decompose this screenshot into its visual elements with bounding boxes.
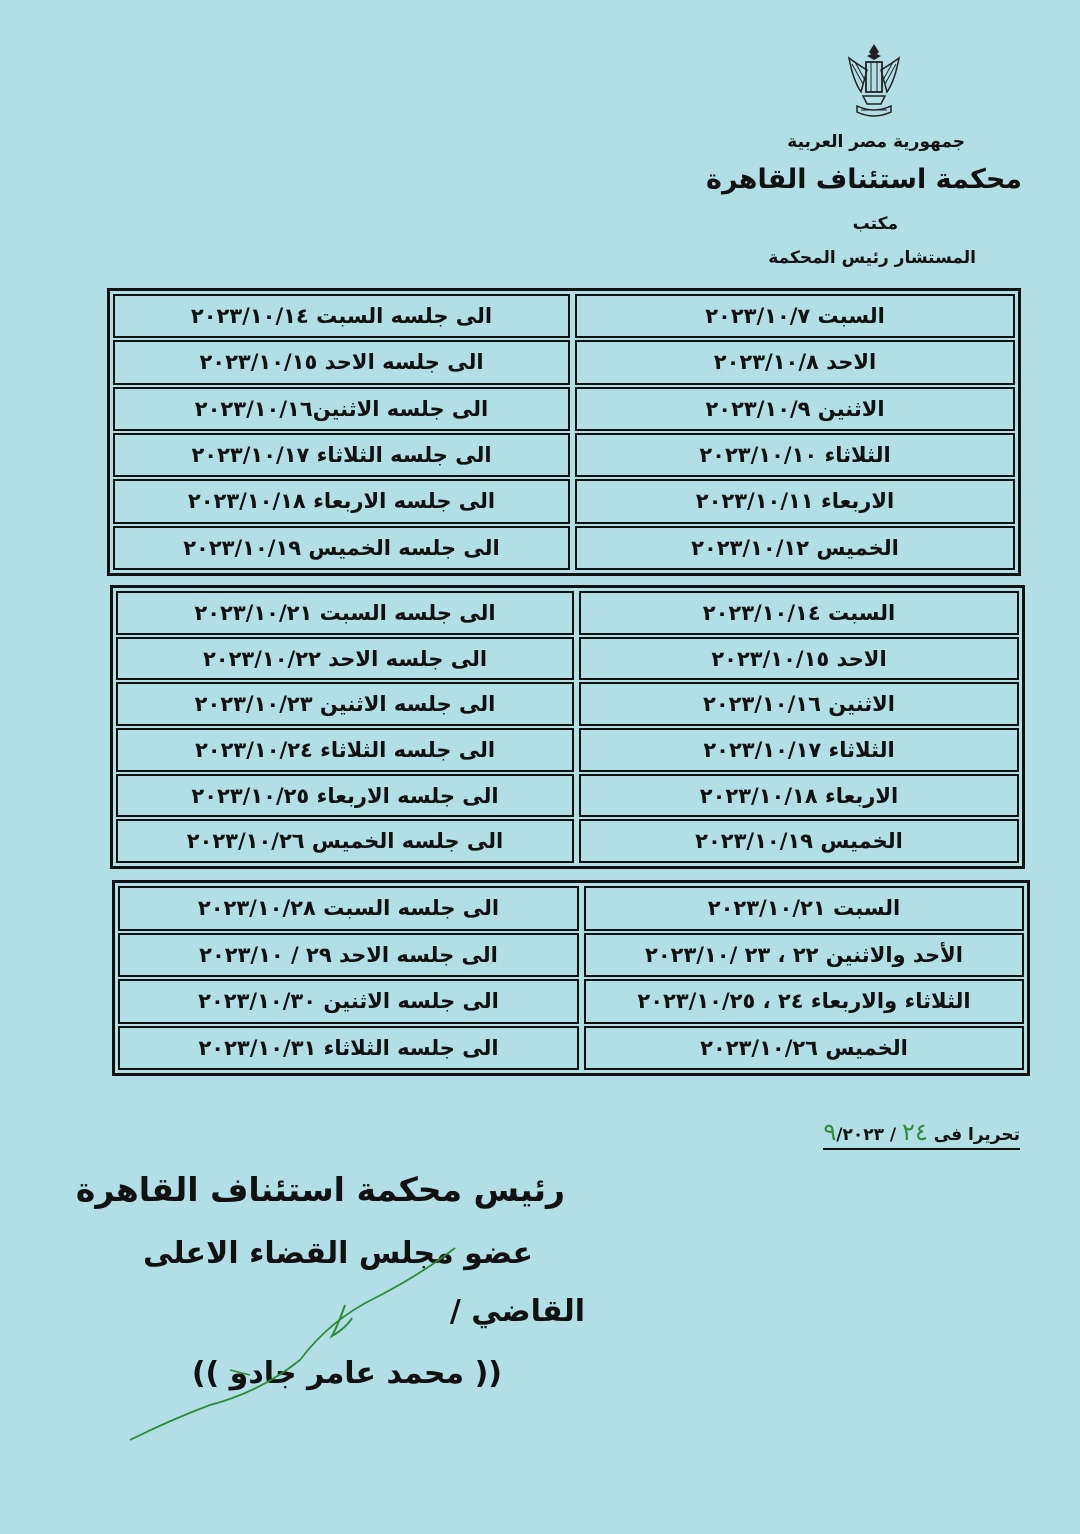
session-date: الخميس ٢٠٢٣/١٠/٢٦ [584,1026,1024,1071]
signature-name: (( محمد عامر جادو )) [191,1356,502,1391]
session-date: السبت ٢٠٢٣/١٠/١٤ [579,591,1019,635]
written-year: /٢٠٢٣ [836,1125,884,1145]
court-name: محكمة استئناف القاهرة [706,164,1022,195]
session-date: الاحد ٢٠٢٣/١٠/١٥ [579,637,1019,681]
adjourned-to: الى جلسه الخميس ٢٠٢٣/١٠/٢٦ [116,819,574,863]
adjourned-to: الى جلسه السبت ٢٠٢٣/١٠/٢٨ [118,886,579,931]
table-row [118,886,1024,931]
office-label: مكتب [852,214,898,234]
session-date: السبت ٢٠٢٣/١٠/٧ [575,294,1015,338]
adjourned-to: الى جلسه الاحد ٢٩ / ٢٠٢٣/١٠ [118,933,579,978]
table-row [113,479,1015,523]
session-date: الخميس ٢٠٢٣/١٠/١٢ [575,526,1015,570]
session-date: الأحد والاثنين ٢٢ ، ٢٣ /٢٠٢٣/١٠ [584,933,1024,978]
adjourned-to: الى جلسه الاربعاء ٢٠٢٣/١٠/٢٥ [116,774,574,818]
adjourned-to: الى جلسه الثلاثاء ٢٠٢٣/١٠/٣١ [118,1026,579,1071]
session-date: الثلاثاء والاربعاء ٢٤ ، ٢٠٢٣/١٠/٢٥ [584,979,1024,1024]
table-row [118,979,1024,1024]
session-date: الثلاثاء ٢٠٢٣/١٠/١٧ [579,728,1019,772]
session-date: الاربعاء ٢٠٢٣/١٠/١٨ [579,774,1019,818]
written-date [823,1118,1020,1150]
table-row [113,294,1015,338]
table-row [116,591,1019,635]
chief-title: المستشار رئيس المحكمة [768,248,976,268]
table-row [116,819,1019,863]
table-row [113,387,1015,431]
table-row [116,774,1019,818]
session-date: الاثنين ٢٠٢٣/١٠/٩ [575,387,1015,431]
adjourned-to: الى جلسه الخميس ٢٠٢٣/١٠/١٩ [113,526,570,570]
table-row [116,682,1019,726]
signature-judge-label: القاضي / [449,1294,585,1329]
table-row [118,933,1024,978]
schedule-table-1 [107,288,1021,576]
session-date: الاحد ٢٠٢٣/١٠/٨ [575,340,1015,384]
table-row [118,1026,1024,1071]
adjourned-to: الى جلسه السبت ٢٠٢٣/١٠/٢١ [116,591,574,635]
table-row [116,728,1019,772]
schedule-table-3 [112,880,1030,1076]
session-date: الاثنين ٢٠٢٣/١٠/١٦ [579,682,1019,726]
adjourned-to: الى جلسه الاثنين٢٠٢٣/١٠/١٦ [113,387,570,431]
table-row [113,433,1015,477]
signature-membership: عضو مجلس القضاء الاعلى [142,1236,533,1271]
written-month: ٩ [823,1118,837,1146]
adjourned-to: الى جلسه الاربعاء ٢٠٢٣/١٠/١٨ [113,479,570,523]
adjourned-to: الى جلسه الاحد ٢٠٢٣/١٠/٢٢ [116,637,574,681]
written-day: ٢٤ [902,1118,928,1146]
adjourned-to: الى جلسه الاثنين ٢٠٢٣/١٠/٣٠ [118,979,579,1024]
session-date: الخميس ٢٠٢٣/١٠/١٩ [579,819,1019,863]
written-sep: / [884,1125,903,1145]
signature-title: رئيس محكمة استئناف القاهرة [75,1170,565,1209]
session-date: السبت ٢٠٢٣/١٠/٢١ [584,886,1024,931]
written-label: تحريرا فى [933,1125,1020,1145]
adjourned-to: الى جلسه الثلاثاء ٢٠٢٣/١٠/١٧ [113,433,570,477]
republic-name: جمهورية مصر العربية [787,132,965,152]
session-date: الثلاثاء ٢٠٢٣/١٠/١٠ [575,433,1015,477]
adjourned-to: الى جلسه الاحد ٢٠٢٣/١٠/١٥ [113,340,570,384]
adjourned-to: الى جلسه السبت ٢٠٢٣/١٠/١٤ [113,294,570,338]
session-date: الاربعاء ٢٠٢٣/١٠/١١ [575,479,1015,523]
eagle-emblem-icon [843,40,905,122]
adjourned-to: الى جلسه الثلاثاء ٢٠٢٣/١٠/٢٤ [116,728,574,772]
table-row [113,340,1015,384]
schedule-table-2 [110,585,1025,869]
table-row [113,526,1015,570]
table-row [116,637,1019,681]
adjourned-to: الى جلسه الاثنين ٢٠٢٣/١٠/٢٣ [116,682,574,726]
